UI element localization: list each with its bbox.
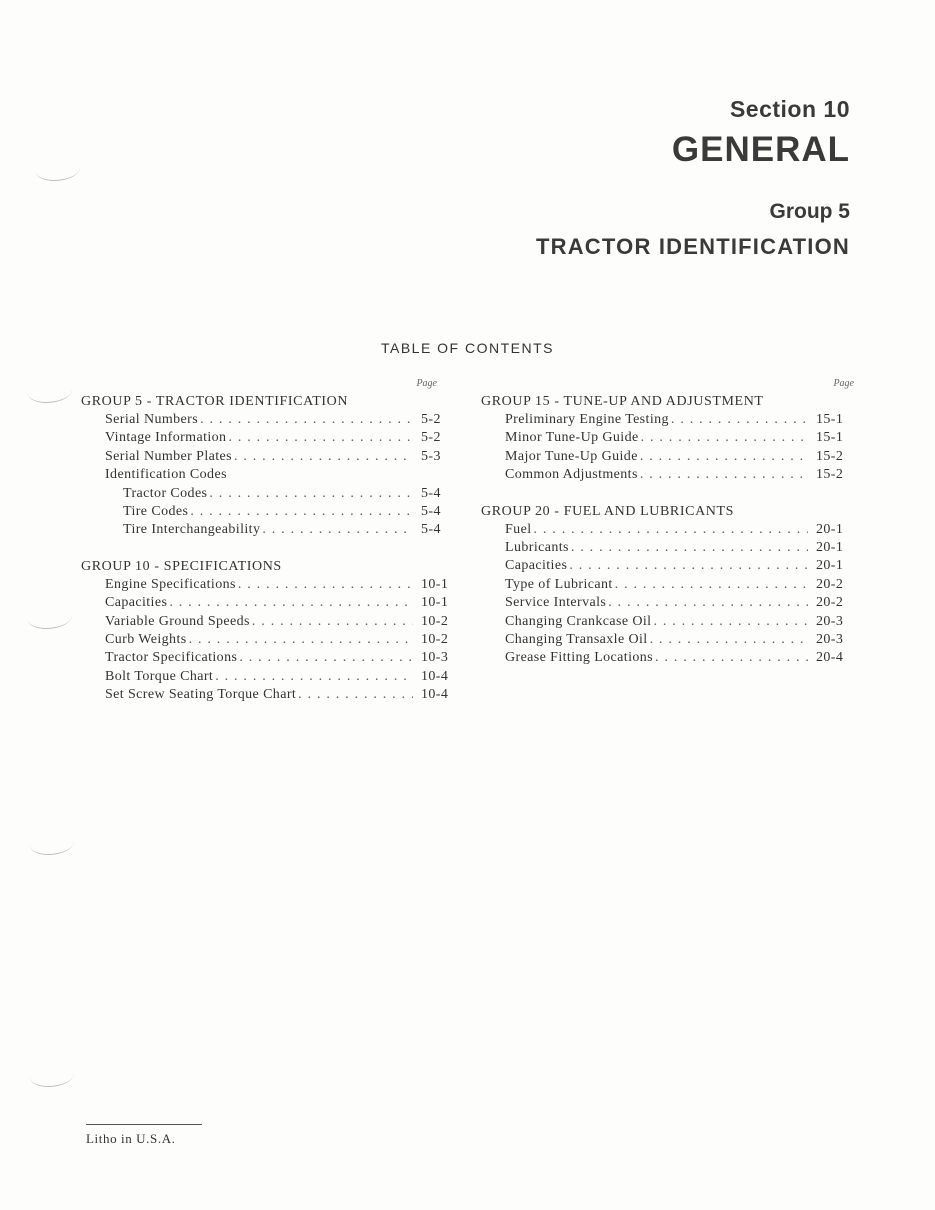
toc-entry-label: Fuel	[505, 521, 532, 537]
toc-entry-page: 20-4	[816, 650, 844, 666]
toc-entry-page: 15-1	[816, 412, 844, 427]
dot-leader	[641, 429, 808, 447]
toc-entry-label: Vintage Information	[105, 430, 227, 446]
toc-entry-label: Capacities	[505, 558, 568, 574]
dot-leader	[215, 668, 413, 686]
toc-entry-page: 5-3	[421, 448, 441, 464]
dot-leader	[239, 649, 413, 667]
dot-leader	[650, 631, 808, 649]
toc-entry	[81, 485, 461, 503]
toc-entry-label: Major Tune-Up Guide	[505, 448, 638, 464]
toc-group-heading: GROUP 15 - TUNE-UP AND ADJUSTMENT	[481, 394, 764, 409]
toc-entry-page: 20-1	[816, 558, 844, 574]
toc-entry-page: 20-2	[816, 595, 844, 611]
dot-leader	[640, 466, 808, 484]
binder-hole-mark	[28, 380, 72, 403]
dot-leader	[189, 631, 413, 649]
toc-entry	[81, 576, 461, 594]
toc-entry	[481, 594, 856, 612]
toc-entry-page: 10-3	[421, 650, 449, 666]
section-title: GENERAL	[671, 130, 850, 169]
toc-group-heading: GROUP 10 - SPECIFICATIONS	[81, 558, 282, 574]
toc-entry-label: Lubricants	[505, 540, 569, 556]
dot-leader	[262, 521, 413, 539]
dot-leader	[228, 429, 413, 447]
binder-hole-mark	[30, 1064, 74, 1087]
toc-entry-page: 5-2	[421, 430, 441, 446]
toc-entry-page: 20-1	[816, 521, 844, 537]
toc-entry-page: 15-2	[816, 467, 844, 483]
toc-entry	[481, 649, 856, 667]
binder-hole-mark	[30, 832, 74, 855]
dot-leader	[571, 539, 808, 557]
toc-entry-page: 20-3	[816, 632, 844, 648]
toc-entry	[481, 448, 856, 466]
toc-entry	[481, 576, 856, 594]
page-column-label: Page	[833, 378, 854, 389]
toc-entry-label: Tractor Specifications	[105, 650, 238, 666]
toc-entry	[481, 631, 856, 649]
dot-leader	[671, 411, 808, 429]
group-title: TRACTOR IDENTIFICATION	[535, 234, 850, 259]
toc-entry-page: 10-2	[421, 632, 449, 648]
toc-entry-label: Curb Weights	[105, 632, 187, 648]
toc-left-column	[81, 378, 461, 723]
toc-entry-page: 15-1	[816, 430, 844, 446]
dot-leader	[252, 613, 413, 631]
toc-title: TABLE OF CONTENTS	[380, 340, 555, 356]
toc-entry-label: Serial Number Plates	[105, 448, 232, 464]
toc-entry	[81, 686, 461, 704]
toc-entry-label: Capacities	[105, 595, 168, 611]
dot-leader	[209, 485, 413, 503]
dot-leader	[298, 686, 413, 704]
toc-entry	[81, 613, 461, 631]
toc-entry-label: Changing Crankcase Oil	[505, 613, 652, 629]
toc-entry	[481, 429, 856, 447]
dot-leader	[640, 448, 808, 466]
toc-entry-page: 10-4	[421, 687, 449, 703]
toc-entry-label: Tractor Codes	[123, 485, 208, 501]
toc-entry-page: 5-4	[421, 504, 441, 520]
toc-entry	[81, 448, 461, 466]
toc-entry-label: Serial Numbers	[105, 412, 199, 427]
toc-entry-label: Preliminary Engine Testing	[505, 412, 669, 427]
toc-entry	[81, 503, 461, 521]
toc-entry	[81, 429, 461, 447]
toc-entry-label: Tire Interchangeability	[123, 522, 261, 538]
dot-leader	[169, 594, 413, 612]
toc-entry-label: Minor Tune-Up Guide	[505, 430, 639, 446]
toc-entry-page: 5-2	[421, 412, 441, 427]
dot-leader	[655, 649, 808, 667]
toc-group	[481, 503, 856, 668]
toc-entry-label: Changing Transaxle Oil	[505, 632, 648, 648]
toc-entry-label: Variable Ground Speeds	[105, 613, 250, 629]
toc-entry-label: Tire Codes	[123, 504, 189, 520]
toc-entry	[81, 649, 461, 667]
toc-entry	[481, 466, 856, 484]
toc-group-heading: GROUP 20 - FUEL AND LUBRICANTS	[481, 503, 735, 519]
toc-right-column	[481, 378, 856, 686]
print-footer: Litho in U.S.A.	[86, 1124, 202, 1147]
binder-hole-mark	[36, 158, 80, 181]
toc-entry-page: 20-3	[816, 613, 844, 629]
toc-entry-label: Grease Fitting Locations	[505, 650, 654, 666]
toc-entry-page: 10-1	[421, 576, 449, 592]
group-number: Group 5	[769, 200, 850, 223]
toc-entry-label: Bolt Torque Chart	[105, 668, 214, 684]
dot-leader	[608, 594, 808, 612]
toc-entry	[481, 557, 856, 575]
section-number: Section 10	[729, 96, 850, 122]
toc-entry	[481, 521, 856, 539]
toc-entry	[481, 613, 856, 631]
toc-group	[81, 558, 461, 705]
dot-leader	[190, 503, 413, 521]
toc-entry-label: Common Adjustments	[505, 467, 638, 483]
toc-entry-page: 5-4	[421, 522, 441, 538]
toc-entry-page: 15-2	[816, 448, 844, 464]
toc-group	[81, 393, 461, 540]
toc-entry	[81, 521, 461, 539]
toc-entry	[81, 631, 461, 649]
binder-hole-mark	[28, 606, 72, 629]
dot-leader	[653, 613, 808, 631]
toc-entry-page: 10-4	[421, 668, 449, 684]
dot-leader	[534, 521, 809, 539]
toc-group	[481, 393, 856, 485]
toc-entry-label: Type of Lubricant	[505, 576, 613, 592]
toc-entry-page: 10-2	[421, 613, 449, 629]
dot-leader	[234, 448, 413, 466]
toc-entry-page: 20-2	[816, 576, 844, 592]
toc-entry-label: Identification Codes	[105, 467, 227, 483]
page-column-label: Page	[416, 378, 437, 389]
dot-leader	[200, 411, 413, 429]
toc-entry-label: Engine Specifications	[105, 576, 236, 592]
toc-entry-page: 10-1	[421, 595, 449, 611]
dot-leader	[615, 576, 808, 594]
toc-entry	[81, 466, 461, 484]
toc-group-heading: GROUP 5 - TRACTOR IDENTIFICATION	[81, 394, 349, 409]
toc-entry	[481, 539, 856, 557]
toc-entry	[81, 668, 461, 686]
toc-entry-label: Set Screw Seating Torque Chart	[105, 687, 297, 703]
dot-leader	[569, 557, 808, 575]
dot-leader	[238, 576, 413, 594]
toc-entry	[81, 411, 461, 429]
toc-entry-label: Service Intervals	[505, 595, 607, 611]
toc-entry	[481, 411, 856, 429]
toc-entry-page: 5-4	[421, 485, 441, 501]
toc-entry-page: 20-1	[816, 540, 844, 556]
toc-entry	[81, 594, 461, 612]
